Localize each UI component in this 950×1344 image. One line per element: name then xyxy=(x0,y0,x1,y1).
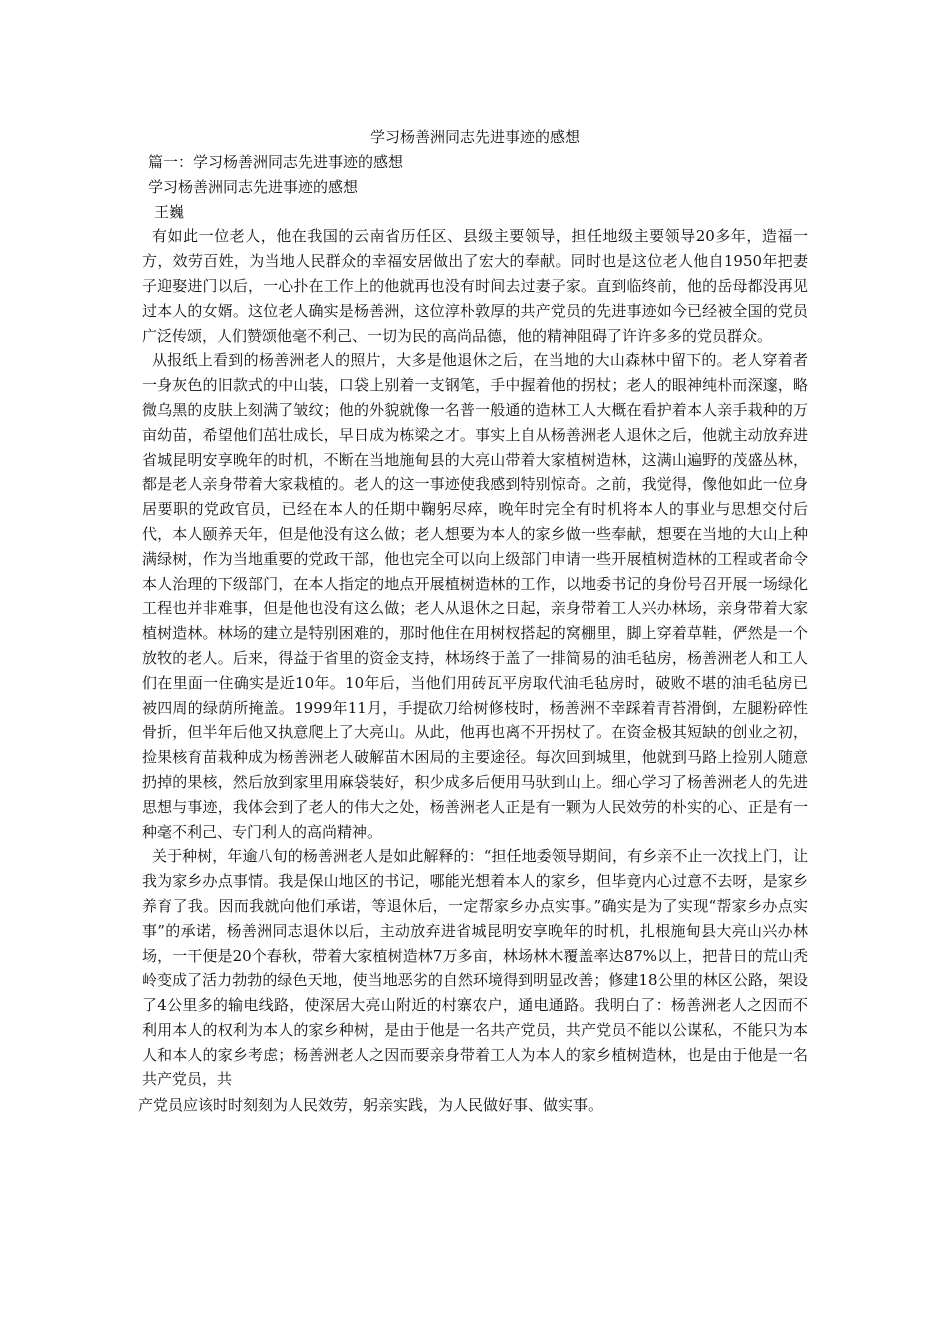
article-subtitle: 学习杨善洲同志先进事迹的感想 xyxy=(148,177,359,196)
paragraph-3: 关于种树，年逾八旬的杨善洲老人是如此解释的：“担任地委领导期间，有乡亲不止一次找上门，让我为家乡办点事情。我是保山地区的书记，哪能光想着本人的家乡，但毕竟内心过意不去呀，是家乡养育了我。因而我就向他们承诺，等退休后，一定帮家乡办点实事。”确实是为了实现“帮家乡办点实事”的承诺，杨善洲同志退休以后，主动放弃进省城昆明安享晚年的时机，扎根施甸县大亮山兴办林场，一干便是20个春秋，带着大家植树造林7万多亩，林场林木覆盖率达87%以上，把昔日的荒山秃岭变成了活力勃勃的绿色天地，使当地恶劣的自然环境得到明显改善；修建18公里的林区公路，架设了4公里多的输电线路，使深居大亮山附近的村寨农户，通电通路。我明白了：杨善洲老人之因而不利用本人的权利为本人的家乡种树，是由于他是一名共产党员，共产党员不能以公谋私，不能只为本人和本人的家乡考虑；杨善洲老人之因而要亲身带着工人为本人的家乡植树造林，也是由于他是一名共产党员，共 xyxy=(142,847,808,1089)
author-name: 王巍 xyxy=(154,202,185,221)
document-body xyxy=(138,150,808,1118)
section-heading: 篇一：学习杨善洲同志先进事迹的感想 xyxy=(148,153,404,171)
paragraph-2: 从报纸上看到的杨善洲老人的照片，大多是他退休之后，在当地的大山森林中留下的。老人穿着者一身灰色的旧款式的中山装，口袋上别着一支钢笔，手中握着他的拐杖；老人的眼神纯朴而深邃，略微乌黑的皮肤上刻满了皱纹；他的外貌就像一名普一般通的造林工人大概在看护着本人亲手栽种的万亩幼苗，希望他们茁壮成长，早日成为栋梁之才。事实上自从杨善洲老人退休之后，他就主动放弃进省城昆明安享晚年的时机，不断在当地施甸县的大亮山带着大家植树造林，这满山遍野的茂盛丛林，都是老人亲身带着大家栽植的。老人的这一事迹使我感到特别惊奇。之前，我觉得，像他如此一位身居要职的党政官员，已经在本人的任期中鞠躬尽瘁，晚年时完全有时机将本人的事业与思想交付后代，本人颐养天年，但是他没有这么做；老人想要为本人的家乡做一些奉献，想要在当地的大山上种满绿树，作为当地重要的党政干部，他也完全可以向上级部门申请一些开展植树造林的工程或者命令本人治理的下级部门，在本人指定的地点开展植树造林的工作，以地委书记的身份号召开展一场绿化工程也并非难事，但是他也没有这么做；老人从退休之日起，亲身带着工人兴办林场，亲身带着大家植树造林。林场的建立是特别困难的，那时他住在用树杈搭起的窝棚里，脚上穿着草鞋，俨然是一个放牧的老人。后来，得益于省里的资金支持，林场终于盖了一排简易的油毛毡房，杨善洲老人和工人们在里面一住确实是近10年。10年后，当他们用砖瓦平房取代油毛毡房时，破败不堪的油毛毡房已被四周的绿荫所掩盖。1999年11月，手提砍刀给树修枝时，杨善洲不幸踩着青苔滑倒，左腿粉碎性骨折，但半年后他又执意爬上了大亮山。从此，他再也离不开拐杖了。在资金极其短缺的创业之初，捡果核育苗栽种成为杨善洲老人破解苗木困局的主要途径。每次回到城里，他就到马路上捡别人随意扔掉的果核，然后放到家里用麻袋装好，积少成多后便用马驮到山上。细心学习了杨善洲老人的先进思想与事迹，我体会到了老人的伟大之处，杨善洲老人正是有一颗为人民效劳的朴实的心、正是有一种毫不利己、专门利人的高尚精神。 xyxy=(142,351,808,841)
document-title: 学习杨善洲同志先进事迹的感想 xyxy=(369,128,580,146)
closing-line: 产党员应该时时刻刻为人民效劳，躬亲实践，为人民做好事、做实事。 xyxy=(138,1096,604,1115)
paragraph-1: 有如此一位老人，他在我国的云南省历任区、县级主要领导，担任地级主要领导20多年，造福一方，效劳百姓，为当地人民群众的幸福安居做出了宏大的奉献。同时也是这位老人他自1950年把妻子迎娶进门以后，一心扑在工作上的他就再也没有时间去过妻子家。直到临终前，他的岳母都没再见过本人的女婿。这位老人确实是杨善洲，这位淳朴敦厚的共产党员的先进事迹如今已经被全国的党员广泛传颂，人们赞颂他毫不利己、一切为民的高尚品德，他的精神阻碍了许许多多的党员群众。 xyxy=(142,227,808,345)
